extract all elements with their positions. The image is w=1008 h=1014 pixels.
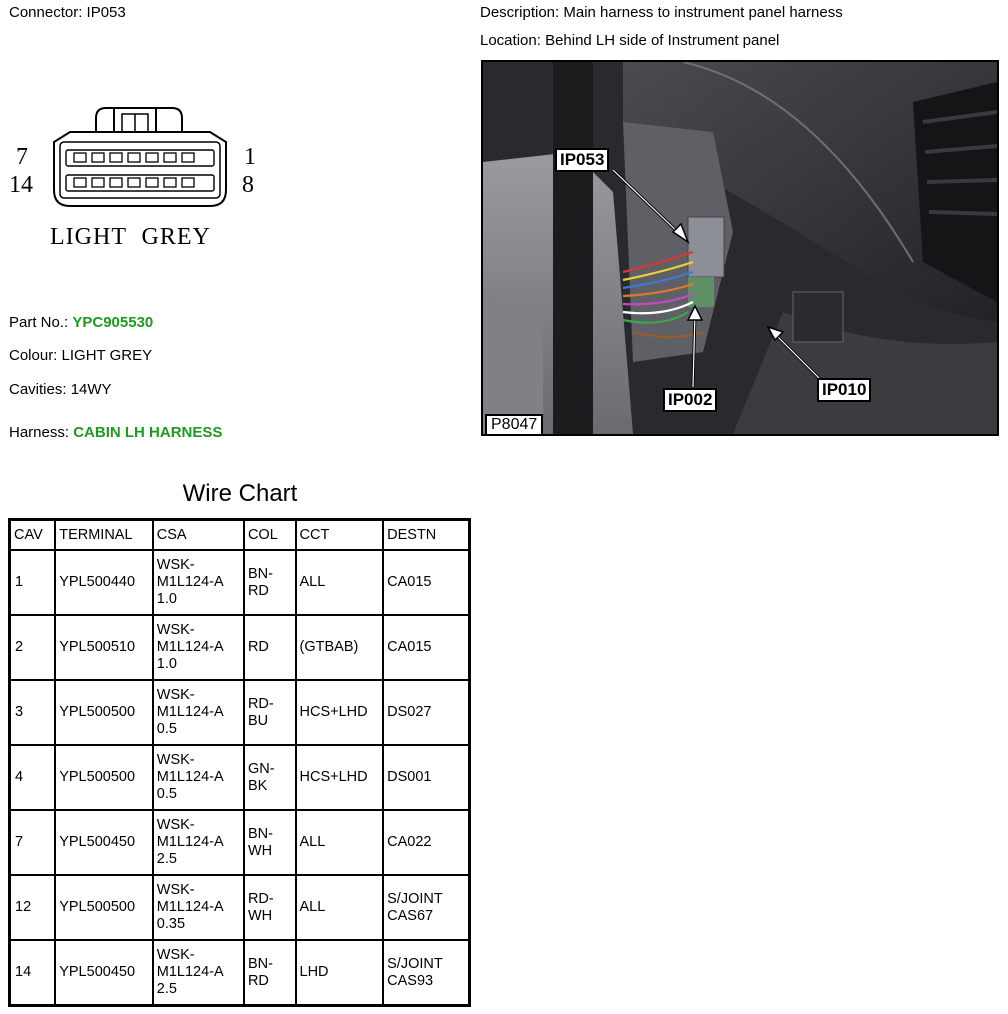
- cell-csa-line: M1L124-A: [156, 574, 224, 590]
- cell-csa-line: M1L124-A: [156, 704, 224, 720]
- cell-csa-line: 2.5: [156, 981, 177, 997]
- header-cav: CAV: [10, 520, 56, 551]
- header-csa: CSA: [153, 520, 244, 551]
- cell-csa-line: 0.5: [156, 786, 177, 802]
- cell-csa-line: WSK-: [156, 622, 195, 638]
- cell-csa: [153, 745, 244, 810]
- part-no-value[interactable]: YPC905530: [72, 314, 154, 331]
- cell-terminal: YPL500500: [55, 680, 153, 745]
- cell-destn: [383, 745, 469, 810]
- pin-label-8: 8: [242, 172, 254, 198]
- colour-label: Colour:: [9, 347, 58, 364]
- cell-cav: 12: [10, 875, 56, 940]
- cell-destn-line: CA022: [387, 834, 432, 850]
- cell-terminal: YPL500510: [55, 615, 153, 680]
- table-row: [10, 810, 470, 875]
- cell-destn: [383, 615, 469, 680]
- location-label: Location:: [480, 32, 541, 49]
- cell-destn: [383, 550, 469, 615]
- location-line: [480, 32, 779, 49]
- cell-col-line: BN-: [247, 825, 273, 842]
- cell-col: [244, 940, 296, 1006]
- cell-csa-line: WSK-: [156, 882, 195, 898]
- cell-col: [244, 550, 296, 615]
- connector-value: IP053: [86, 4, 126, 21]
- cell-csa-line: 0.35: [156, 916, 186, 932]
- table-row: [10, 940, 470, 1006]
- location-photo: [481, 60, 999, 436]
- header-cct: CCT: [296, 520, 384, 551]
- cell-cav: 2: [10, 615, 56, 680]
- description-label: Description:: [480, 4, 560, 21]
- cell-destn-line: CAS67: [387, 907, 434, 924]
- header-destn: DESTN: [383, 520, 469, 551]
- photo-ref: P8047: [485, 414, 543, 436]
- cell-col-line: WH: [247, 842, 273, 859]
- part-no-line: [9, 314, 153, 331]
- cell-destn: [383, 875, 469, 940]
- cell-csa: [153, 550, 244, 615]
- cell-col-line: WH: [247, 907, 273, 924]
- pin-label-1: 1: [244, 144, 256, 170]
- cell-cav: 7: [10, 810, 56, 875]
- description-line: [480, 4, 843, 21]
- cell-csa-line: 0.5: [156, 721, 177, 737]
- cell-cct: HCS+LHD: [296, 745, 384, 810]
- cell-csa-line: WSK-: [156, 947, 195, 963]
- cavities-label: Cavities:: [9, 381, 67, 398]
- cell-cav: 1: [10, 550, 56, 615]
- cell-cav: 3: [10, 680, 56, 745]
- cell-csa-line: 1.0: [156, 591, 177, 607]
- table-row: [10, 680, 470, 745]
- cell-terminal: YPL500440: [55, 550, 153, 615]
- cell-destn-line: CAS93: [387, 972, 434, 989]
- cell-destn-line: CA015: [387, 639, 432, 655]
- cell-col-line: RD: [247, 639, 269, 655]
- callout-ip010: IP010: [817, 378, 871, 402]
- cell-col-line: RD: [247, 582, 269, 599]
- cell-col-line: BK: [247, 777, 268, 794]
- cell-csa-line: 2.5: [156, 851, 177, 867]
- cell-col: [244, 875, 296, 940]
- cavities-value: 14WY: [70, 381, 112, 398]
- cell-col-line: BN-: [247, 955, 273, 972]
- table-row: [10, 615, 470, 680]
- wire-chart-body: [10, 550, 470, 1006]
- connector-label: Connector:: [9, 4, 83, 21]
- cell-cct: ALL: [296, 810, 384, 875]
- table-row: [10, 550, 470, 615]
- colour-value: LIGHT GREY: [61, 347, 153, 364]
- cell-csa-line: M1L124-A: [156, 964, 224, 980]
- cell-cct: (GTBAB): [296, 615, 384, 680]
- cell-destn-line: CA015: [387, 574, 432, 590]
- cell-cct: ALL: [296, 875, 384, 940]
- cell-col-line: RD: [247, 972, 269, 989]
- description-value: Main harness to instrument panel harness: [563, 4, 843, 21]
- cell-col-line: GN-: [247, 760, 275, 777]
- cell-csa-line: WSK-: [156, 752, 195, 768]
- wire-chart-title: Wire Chart: [182, 480, 298, 507]
- cell-col: [244, 745, 296, 810]
- cell-cav: 4: [10, 745, 56, 810]
- cell-csa-line: M1L124-A: [156, 899, 224, 915]
- location-value: Behind LH side of Instrument panel: [545, 32, 780, 49]
- cell-col-line: RD-: [247, 695, 274, 712]
- cell-destn-line: S/JOINT: [387, 890, 443, 907]
- cavities-line: [9, 381, 112, 398]
- cell-destn-line: DS027: [387, 704, 432, 720]
- cell-col: [244, 615, 296, 680]
- cell-csa-line: WSK-: [156, 817, 195, 833]
- cell-csa: [153, 615, 244, 680]
- cell-destn: [383, 680, 469, 745]
- table-header-row: [10, 520, 470, 551]
- cell-csa-line: M1L124-A: [156, 639, 224, 655]
- callout-ip053: IP053: [555, 148, 609, 172]
- pin-label-7: 7: [16, 144, 28, 170]
- cell-cct: ALL: [296, 550, 384, 615]
- diagram-colour-label: LIGHT GREY: [50, 224, 211, 250]
- pin-label-14: 14: [9, 172, 33, 198]
- part-no-label: Part No.:: [9, 314, 69, 331]
- header-col: COL: [244, 520, 296, 551]
- cell-col: [244, 680, 296, 745]
- cell-csa-line: M1L124-A: [156, 769, 224, 785]
- cell-destn-line: S/JOINT: [387, 955, 443, 972]
- cell-csa: [153, 680, 244, 745]
- cell-terminal: YPL500450: [55, 940, 153, 1006]
- cell-csa-line: 1.0: [156, 656, 177, 672]
- cell-col-line: BU: [247, 712, 269, 729]
- harness-label: Harness:: [9, 424, 70, 441]
- cell-cav: 14: [10, 940, 56, 1006]
- harness-line: [9, 424, 222, 441]
- cell-col: [244, 810, 296, 875]
- cell-cct: HCS+LHD: [296, 680, 384, 745]
- table-row: [10, 875, 470, 940]
- header-terminal: TERMINAL: [55, 520, 153, 551]
- cell-cct: LHD: [296, 940, 384, 1006]
- cell-destn-line: DS001: [387, 769, 432, 785]
- cell-csa: [153, 875, 244, 940]
- callout-ip002: IP002: [663, 388, 717, 412]
- table-row: [10, 745, 470, 810]
- wire-chart-table: [8, 518, 471, 1007]
- connector-line: [9, 4, 126, 21]
- colour-line: [9, 347, 152, 364]
- harness-value[interactable]: CABIN LH HARNESS: [73, 424, 223, 441]
- cell-csa: [153, 810, 244, 875]
- cell-destn: [383, 940, 469, 1006]
- cell-col-line: RD-: [247, 890, 274, 907]
- cell-terminal: YPL500450: [55, 810, 153, 875]
- cell-csa-line: WSK-: [156, 557, 195, 573]
- cell-col-line: BN-: [247, 565, 273, 582]
- cell-destn: [383, 810, 469, 875]
- cell-csa-line: WSK-: [156, 687, 195, 703]
- cell-csa-line: M1L124-A: [156, 834, 224, 850]
- cell-terminal: YPL500500: [55, 745, 153, 810]
- cell-terminal: YPL500500: [55, 875, 153, 940]
- cell-csa: [153, 940, 244, 1006]
